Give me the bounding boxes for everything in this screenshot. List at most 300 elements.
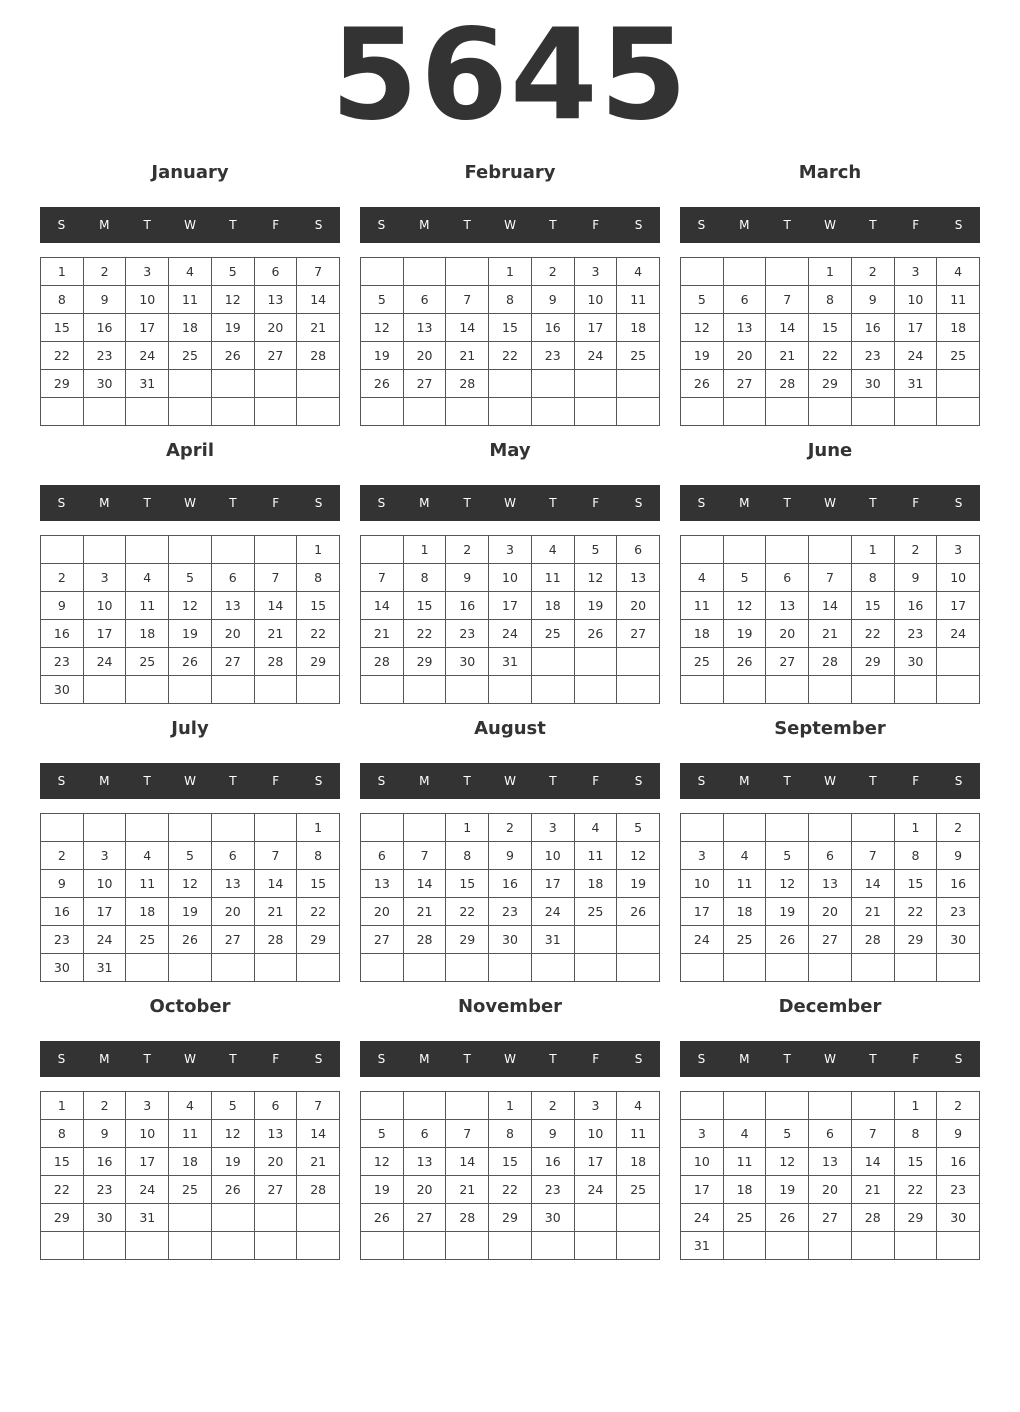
day-cell: 11 xyxy=(724,870,767,898)
month-name: June xyxy=(807,440,853,461)
day-cell: 17 xyxy=(489,592,532,620)
day-cell: 14 xyxy=(255,870,298,898)
day-grid xyxy=(40,535,340,704)
day-cell: 25 xyxy=(126,926,169,954)
day-cell: 2 xyxy=(532,258,575,286)
day-cell: 24 xyxy=(532,898,575,926)
day-cell: 2 xyxy=(852,258,895,286)
month-july xyxy=(40,706,340,984)
day-cell: 12 xyxy=(575,564,618,592)
day-cell: 1 xyxy=(895,1092,938,1120)
empty-cell xyxy=(809,536,852,564)
day-cell: 11 xyxy=(617,1120,660,1148)
day-cell: 22 xyxy=(489,342,532,370)
day-cell: 31 xyxy=(895,370,938,398)
empty-cell xyxy=(361,814,404,842)
day-cell: 29 xyxy=(41,1204,84,1232)
day-cell: 28 xyxy=(852,1204,895,1232)
empty-cell xyxy=(361,1232,404,1260)
weekday-label: S xyxy=(377,774,386,788)
day-cell: 15 xyxy=(446,870,489,898)
day-cell: 24 xyxy=(84,926,127,954)
empty-cell xyxy=(766,676,809,704)
day-cell: 21 xyxy=(852,898,895,926)
day-cell: 12 xyxy=(681,314,724,342)
empty-cell xyxy=(809,1092,852,1120)
day-cell: 26 xyxy=(766,1204,809,1232)
day-cell: 18 xyxy=(617,314,660,342)
day-cell: 15 xyxy=(489,314,532,342)
empty-cell xyxy=(575,926,618,954)
empty-cell xyxy=(809,398,852,426)
day-cell: 6 xyxy=(212,564,255,592)
day-cell: 8 xyxy=(489,286,532,314)
day-cell: 13 xyxy=(361,870,404,898)
day-cell: 20 xyxy=(212,620,255,648)
day-cell: 11 xyxy=(937,286,980,314)
weekday-label: T xyxy=(783,774,791,788)
day-cell: 25 xyxy=(532,620,575,648)
day-cell: 14 xyxy=(361,592,404,620)
day-cell: 8 xyxy=(489,1120,532,1148)
month-name: December xyxy=(778,996,882,1017)
day-cell: 2 xyxy=(895,536,938,564)
empty-cell xyxy=(617,398,660,426)
weekday-label: M xyxy=(99,774,110,788)
day-cell: 3 xyxy=(489,536,532,564)
day-cell: 12 xyxy=(766,1148,809,1176)
empty-cell xyxy=(297,1204,340,1232)
day-cell: 20 xyxy=(255,314,298,342)
day-cell: 7 xyxy=(852,842,895,870)
day-cell: 18 xyxy=(126,898,169,926)
month-name: August xyxy=(474,718,546,739)
empty-cell xyxy=(766,398,809,426)
day-cell: 5 xyxy=(212,1092,255,1120)
day-cell: 10 xyxy=(681,870,724,898)
weekday-label: W xyxy=(824,496,836,510)
weekday-label: T xyxy=(229,774,237,788)
day-cell: 30 xyxy=(84,370,127,398)
day-cell: 20 xyxy=(255,1148,298,1176)
empty-cell xyxy=(297,676,340,704)
day-cell: 6 xyxy=(724,286,767,314)
weekday-label: W xyxy=(504,218,516,232)
day-cell: 23 xyxy=(41,648,84,676)
weekday-label: W xyxy=(184,1052,196,1066)
empty-cell xyxy=(212,1204,255,1232)
empty-cell xyxy=(446,398,489,426)
empty-cell xyxy=(532,1232,575,1260)
day-cell: 26 xyxy=(212,1176,255,1204)
day-cell: 10 xyxy=(575,286,618,314)
empty-cell xyxy=(724,536,767,564)
day-cell: 10 xyxy=(84,592,127,620)
day-grid xyxy=(40,813,340,982)
month-april xyxy=(40,428,340,706)
day-cell: 17 xyxy=(937,592,980,620)
empty-cell xyxy=(126,676,169,704)
weekday-label: T xyxy=(143,496,151,510)
day-cell: 16 xyxy=(852,314,895,342)
day-cell: 3 xyxy=(84,842,127,870)
weekday-label: S xyxy=(634,1052,643,1066)
day-cell: 2 xyxy=(937,1092,980,1120)
day-cell: 27 xyxy=(617,620,660,648)
day-cell: 26 xyxy=(169,648,212,676)
day-cell: 17 xyxy=(126,314,169,342)
weekday-label: T xyxy=(783,1052,791,1066)
weekday-label: M xyxy=(739,774,750,788)
day-cell: 7 xyxy=(446,1120,489,1148)
day-cell: 14 xyxy=(852,1148,895,1176)
day-cell: 4 xyxy=(169,258,212,286)
day-cell: 16 xyxy=(489,870,532,898)
day-cell: 5 xyxy=(361,286,404,314)
day-cell: 26 xyxy=(766,926,809,954)
empty-cell xyxy=(681,814,724,842)
day-cell: 21 xyxy=(255,898,298,926)
day-cell: 8 xyxy=(809,286,852,314)
weekday-label: S xyxy=(57,1052,66,1066)
month-name: April xyxy=(165,440,215,461)
day-cell: 22 xyxy=(446,898,489,926)
day-grid xyxy=(680,813,980,982)
day-cell: 16 xyxy=(532,1148,575,1176)
month-name: February xyxy=(464,162,556,183)
day-cell: 22 xyxy=(895,898,938,926)
month-name: May xyxy=(489,440,531,461)
weekday-label: M xyxy=(419,774,430,788)
day-cell: 16 xyxy=(446,592,489,620)
day-cell: 27 xyxy=(255,1176,298,1204)
day-cell: 22 xyxy=(404,620,447,648)
empty-cell xyxy=(404,258,447,286)
day-cell: 18 xyxy=(169,1148,212,1176)
day-cell: 3 xyxy=(532,814,575,842)
day-cell: 14 xyxy=(255,592,298,620)
month-august xyxy=(360,706,660,984)
day-cell: 14 xyxy=(766,314,809,342)
weekday-label: S xyxy=(634,774,643,788)
day-cell: 20 xyxy=(404,1176,447,1204)
empty-cell xyxy=(361,536,404,564)
weekday-label: S xyxy=(377,218,386,232)
day-cell: 6 xyxy=(212,842,255,870)
month-june xyxy=(680,428,980,706)
day-cell: 26 xyxy=(575,620,618,648)
day-cell: 20 xyxy=(361,898,404,926)
day-cell: 2 xyxy=(446,536,489,564)
day-cell: 14 xyxy=(297,1120,340,1148)
empty-cell xyxy=(766,814,809,842)
empty-cell xyxy=(169,676,212,704)
day-cell: 8 xyxy=(852,564,895,592)
empty-cell xyxy=(169,370,212,398)
month-january xyxy=(40,150,340,428)
empty-cell xyxy=(126,1232,169,1260)
day-cell: 15 xyxy=(895,1148,938,1176)
empty-cell xyxy=(724,258,767,286)
empty-cell xyxy=(724,676,767,704)
day-cell: 21 xyxy=(446,1176,489,1204)
day-cell: 14 xyxy=(404,870,447,898)
day-cell: 6 xyxy=(404,1120,447,1148)
empty-cell xyxy=(489,1232,532,1260)
weekday-label: W xyxy=(824,1052,836,1066)
empty-cell xyxy=(404,398,447,426)
day-cell: 20 xyxy=(766,620,809,648)
day-cell: 26 xyxy=(361,1204,404,1232)
day-cell: 19 xyxy=(361,1176,404,1204)
day-grid xyxy=(360,813,660,982)
day-cell: 17 xyxy=(895,314,938,342)
empty-cell xyxy=(575,398,618,426)
day-cell: 4 xyxy=(724,1120,767,1148)
day-cell: 1 xyxy=(297,814,340,842)
day-cell: 7 xyxy=(297,258,340,286)
weekday-label: F xyxy=(272,496,280,510)
day-cell: 15 xyxy=(404,592,447,620)
day-cell: 10 xyxy=(681,1148,724,1176)
empty-cell xyxy=(575,676,618,704)
empty-cell xyxy=(255,1204,298,1232)
empty-cell xyxy=(724,954,767,982)
day-cell: 18 xyxy=(169,314,212,342)
day-cell: 10 xyxy=(575,1120,618,1148)
day-cell: 22 xyxy=(809,342,852,370)
weekday-label: T xyxy=(549,496,557,510)
day-cell: 19 xyxy=(766,898,809,926)
empty-cell xyxy=(681,398,724,426)
day-cell: 13 xyxy=(255,286,298,314)
day-cell: 25 xyxy=(681,648,724,676)
day-cell: 22 xyxy=(895,1176,938,1204)
day-cell: 26 xyxy=(361,370,404,398)
weekday-label: W xyxy=(184,496,196,510)
day-cell: 18 xyxy=(724,1176,767,1204)
weekday-header xyxy=(360,485,660,521)
weekday-header xyxy=(360,207,660,243)
empty-cell xyxy=(169,814,212,842)
day-cell: 3 xyxy=(575,258,618,286)
day-cell: 16 xyxy=(937,870,980,898)
day-cell: 3 xyxy=(937,536,980,564)
weekday-label: W xyxy=(504,496,516,510)
day-grid xyxy=(680,535,980,704)
empty-cell xyxy=(255,370,298,398)
empty-cell xyxy=(617,1232,660,1260)
empty-cell xyxy=(84,398,127,426)
day-cell: 29 xyxy=(404,648,447,676)
day-cell: 21 xyxy=(404,898,447,926)
day-cell: 15 xyxy=(895,870,938,898)
day-cell: 9 xyxy=(895,564,938,592)
day-cell: 23 xyxy=(937,1176,980,1204)
empty-cell xyxy=(404,814,447,842)
empty-cell xyxy=(724,1232,767,1260)
weekday-label: F xyxy=(912,218,920,232)
day-cell: 28 xyxy=(766,370,809,398)
day-cell: 7 xyxy=(446,286,489,314)
day-cell: 13 xyxy=(404,314,447,342)
day-cell: 2 xyxy=(41,842,84,870)
empty-cell xyxy=(895,954,938,982)
day-cell: 13 xyxy=(724,314,767,342)
day-cell: 17 xyxy=(532,870,575,898)
day-cell: 12 xyxy=(724,592,767,620)
day-cell: 30 xyxy=(895,648,938,676)
day-cell: 29 xyxy=(895,926,938,954)
day-cell: 23 xyxy=(84,1176,127,1204)
empty-cell xyxy=(489,370,532,398)
day-cell: 2 xyxy=(41,564,84,592)
day-cell: 13 xyxy=(617,564,660,592)
day-cell: 7 xyxy=(255,842,298,870)
empty-cell xyxy=(937,370,980,398)
day-cell: 17 xyxy=(575,314,618,342)
empty-cell xyxy=(84,814,127,842)
day-cell: 14 xyxy=(852,870,895,898)
day-cell: 31 xyxy=(126,370,169,398)
empty-cell xyxy=(766,536,809,564)
weekday-label: T xyxy=(463,774,471,788)
weekday-label: S xyxy=(634,496,643,510)
empty-cell xyxy=(126,954,169,982)
day-cell: 27 xyxy=(809,926,852,954)
day-cell: 4 xyxy=(937,258,980,286)
day-cell: 8 xyxy=(41,286,84,314)
day-cell: 3 xyxy=(681,1120,724,1148)
day-cell: 4 xyxy=(575,814,618,842)
empty-cell xyxy=(169,1204,212,1232)
weekday-label: T xyxy=(143,218,151,232)
day-cell: 19 xyxy=(212,314,255,342)
day-cell: 12 xyxy=(212,1120,255,1148)
day-cell: 27 xyxy=(404,1204,447,1232)
weekday-label: F xyxy=(592,1052,600,1066)
day-cell: 29 xyxy=(809,370,852,398)
day-cell: 27 xyxy=(809,1204,852,1232)
weekday-header xyxy=(680,1041,980,1077)
day-cell: 5 xyxy=(724,564,767,592)
day-grid xyxy=(360,535,660,704)
day-cell: 12 xyxy=(169,592,212,620)
day-cell: 11 xyxy=(724,1148,767,1176)
day-cell: 2 xyxy=(84,258,127,286)
day-cell: 31 xyxy=(681,1232,724,1260)
day-cell: 25 xyxy=(724,1204,767,1232)
day-cell: 16 xyxy=(937,1148,980,1176)
day-cell: 26 xyxy=(212,342,255,370)
empty-cell xyxy=(681,536,724,564)
empty-cell xyxy=(809,954,852,982)
day-cell: 30 xyxy=(446,648,489,676)
day-cell: 18 xyxy=(617,1148,660,1176)
day-cell: 26 xyxy=(617,898,660,926)
day-cell: 1 xyxy=(489,258,532,286)
weekday-header xyxy=(40,1041,340,1077)
weekday-label: M xyxy=(739,496,750,510)
day-cell: 21 xyxy=(852,1176,895,1204)
day-cell: 10 xyxy=(937,564,980,592)
weekday-label: S xyxy=(57,496,66,510)
month-name: July xyxy=(171,718,209,739)
day-cell: 11 xyxy=(532,564,575,592)
weekday-header xyxy=(360,763,660,799)
day-cell: 8 xyxy=(41,1120,84,1148)
day-cell: 6 xyxy=(809,842,852,870)
day-cell: 30 xyxy=(41,676,84,704)
day-cell: 12 xyxy=(617,842,660,870)
day-cell: 19 xyxy=(724,620,767,648)
month-name: October xyxy=(149,996,231,1017)
weekday-label: T xyxy=(549,218,557,232)
day-cell: 6 xyxy=(766,564,809,592)
weekday-label: M xyxy=(99,1052,110,1066)
day-cell: 2 xyxy=(489,814,532,842)
month-name: November xyxy=(457,996,563,1017)
day-cell: 25 xyxy=(617,342,660,370)
day-cell: 9 xyxy=(532,1120,575,1148)
day-cell: 27 xyxy=(212,648,255,676)
day-cell: 28 xyxy=(255,926,298,954)
day-cell: 31 xyxy=(532,926,575,954)
empty-cell xyxy=(446,1232,489,1260)
empty-cell xyxy=(937,954,980,982)
weekday-label: T xyxy=(869,218,877,232)
day-cell: 7 xyxy=(297,1092,340,1120)
empty-cell xyxy=(766,954,809,982)
day-cell: 7 xyxy=(361,564,404,592)
day-cell: 15 xyxy=(297,592,340,620)
day-cell: 18 xyxy=(724,898,767,926)
day-grid xyxy=(360,1091,660,1260)
day-cell: 1 xyxy=(41,1092,84,1120)
empty-cell xyxy=(446,258,489,286)
day-cell: 25 xyxy=(169,1176,212,1204)
day-cell: 9 xyxy=(446,564,489,592)
day-cell: 24 xyxy=(937,620,980,648)
day-cell: 19 xyxy=(169,898,212,926)
day-cell: 30 xyxy=(937,1204,980,1232)
day-cell: 28 xyxy=(446,1204,489,1232)
day-cell: 4 xyxy=(617,1092,660,1120)
empty-cell xyxy=(809,676,852,704)
day-cell: 25 xyxy=(724,926,767,954)
empty-cell xyxy=(681,954,724,982)
empty-cell xyxy=(255,954,298,982)
day-cell: 3 xyxy=(126,1092,169,1120)
day-cell: 24 xyxy=(681,926,724,954)
empty-cell xyxy=(809,1232,852,1260)
day-cell: 23 xyxy=(895,620,938,648)
day-cell: 18 xyxy=(532,592,575,620)
day-cell: 30 xyxy=(489,926,532,954)
day-cell: 7 xyxy=(255,564,298,592)
day-cell: 11 xyxy=(681,592,724,620)
year-title: 5645 xyxy=(330,1,690,148)
day-cell: 5 xyxy=(617,814,660,842)
empty-cell xyxy=(404,1232,447,1260)
day-cell: 27 xyxy=(404,370,447,398)
empty-cell xyxy=(532,370,575,398)
weekday-label: F xyxy=(592,218,600,232)
day-cell: 25 xyxy=(575,898,618,926)
month-february xyxy=(360,150,660,428)
day-cell: 28 xyxy=(404,926,447,954)
day-cell: 28 xyxy=(255,648,298,676)
